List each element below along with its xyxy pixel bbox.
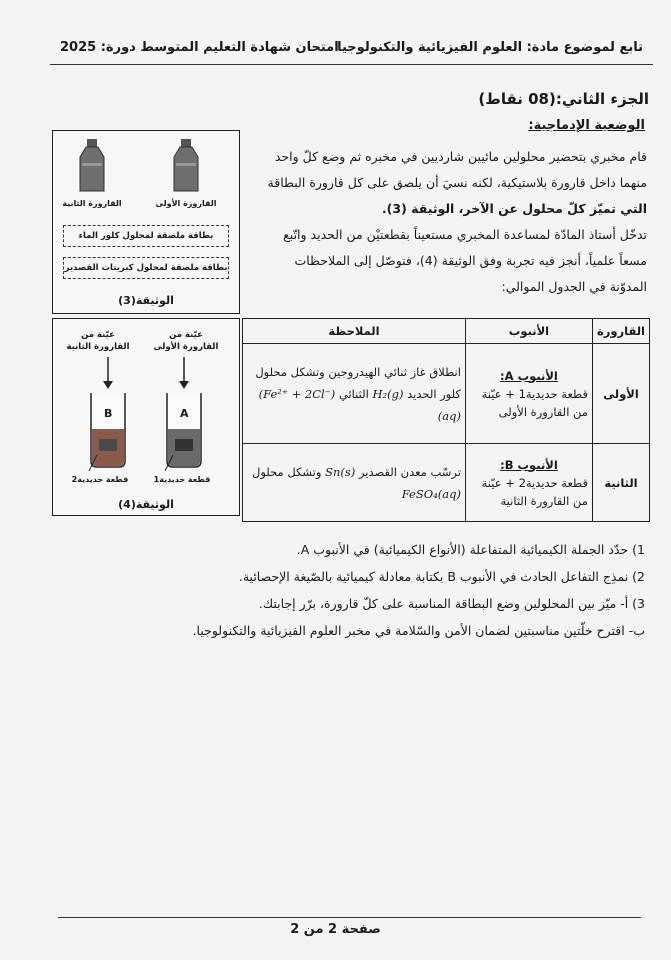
situation-line: تدخّل أستاذ المادّة لمساعدة المخبري مستعيناً بقطعتيْن من الحديد واتّبع [283, 227, 647, 242]
test-tubes-illustration [53, 355, 239, 471]
situation-line: التي تميّز كلّ محلول عن الآخر، الوثيقة (3). [381, 201, 647, 216]
flask-cell: الأولى [592, 344, 649, 444]
obs-formula: Sn(s) [325, 464, 356, 479]
header-exam [60, 40, 339, 55]
footer-divider [58, 917, 641, 918]
situation-title: الوضعية الإدماجية: [528, 118, 645, 133]
header-tube: الأنبوب [465, 319, 592, 344]
observation-cell [243, 344, 466, 444]
tube-content: قطعة حديدية2 + عيّنة من القارورة الثانية [481, 475, 588, 508]
arrow-second-head [103, 381, 113, 389]
obs-text: ترسّب معدن القصدير [358, 464, 461, 479]
table-row [243, 444, 650, 522]
header-flask: القارورة [592, 319, 649, 344]
tube-cell [465, 344, 592, 444]
tube-a-letter: A [180, 407, 189, 420]
iron-piece-2 [99, 439, 117, 451]
bottle-second-label: القارورة الثانية [62, 199, 122, 208]
observation-cell [243, 444, 466, 522]
card-2: بطاقة ملصقة لمحلول كبريتات القصدير [63, 257, 229, 279]
obs-text: وتشكل محلول كلور الحديد [255, 364, 461, 401]
sample-second-label: عيّنة من القارورة الثانية [66, 330, 130, 352]
question-1: 1) حدّد الجملة الكيميائية المتفاعلة (الأنواع الكيميائية) في الأنبوب A. [296, 542, 645, 557]
arrow-first-head [179, 381, 189, 389]
card-1: بطاقة ملصقة لمحلول كلور الماء [63, 225, 229, 247]
header-observation: الملاحظة [243, 319, 466, 344]
question-3b: ب- اقترح خلّتين مناسبتين لضمان الأمن والسّلامة في مخبر العلوم الفيزيائية والتكنولوجيا. [192, 623, 645, 638]
situation-line: منهما داخل قارورة بلاستيكية، لكنه نسيَ أن يلصق على كل قارورة البطاقة [267, 175, 647, 190]
question-2: 2) نمذِج التفاعل الحادث في الأنبوب B بكتابة معادلة كيميائية بالصّيغة الإحصائية. [238, 569, 645, 584]
iron-2-label: قطعة حديدية2 [71, 475, 129, 484]
tube-cell [465, 444, 592, 522]
obs-text: انطلاق غاز ثنائي الهيدروجين [328, 364, 461, 379]
page-number: صفحة 2 من 2 [290, 922, 381, 937]
table-row [243, 344, 650, 444]
situation-line: قام مخبري بتحضير محلولين مائيين شارديين في مخبره ثم وضع كلّ واحد [274, 149, 647, 164]
iron-1-label: قطعة حديدية1 [153, 475, 211, 484]
questions-list [35, 536, 645, 644]
header-subject: تابع لموضوع مادة: العلوم الفيزيائية والتكنولوجيا [337, 40, 643, 55]
document-4-box [52, 318, 240, 516]
document-3-caption: الوثيقة(3) [118, 294, 174, 307]
sample-first-label: عيّنة من القارورة الأولى [153, 330, 219, 352]
obs-text: الثنائي [338, 386, 369, 401]
bottle-second-icon [77, 139, 107, 193]
bottle-first-label: القارورة الأولى [155, 199, 217, 208]
iron-piece-1 [175, 439, 193, 451]
header-exam-text: امتحان شهادة التعليم المتوسط دورة: [100, 40, 339, 55]
table-header-row [243, 319, 650, 344]
obs-formula: H₂(g) [372, 386, 404, 401]
tube-b-letter: B [104, 407, 113, 420]
situation-line: مسعاً علمياً، أنجز فيه تجربة وفق الوثيقة (4)، فتوصّل إلى الملاحظات [294, 253, 647, 268]
tube-name: الأنبوب B: [500, 457, 558, 472]
obs-formula: (Fe²⁺ + 2Cl⁻)(aq) [258, 386, 461, 423]
obs-formula: FeSO₄(aq) [401, 486, 461, 501]
part-title: الجزء الثاني:(08 نقاط) [478, 90, 649, 108]
tube-name: الأنبوب A: [500, 368, 558, 383]
tube-content: قطعة حديدية1 + عيّنة من القارورة الأولى [481, 386, 588, 419]
document-3-box [52, 130, 240, 314]
obs-text: محلول [252, 464, 284, 479]
bottle-first-icon [171, 139, 201, 193]
header-divider [50, 64, 653, 65]
flask-cell: الثانية [592, 444, 649, 522]
situation-line: المدوّنة في الجدول الموالي: [501, 279, 647, 294]
question-3a: 3) أ- ميّز بين المحلولين وضع البطاقة المناسبة على كلّ قارورة، برّر إجابتك. [258, 596, 645, 611]
obs-text: وتشكل [287, 464, 322, 479]
situation-text [267, 144, 647, 300]
document-4-caption: الوثيقة(4) [118, 498, 174, 511]
header-year: 2025 [60, 40, 97, 55]
observations-table [242, 318, 650, 522]
